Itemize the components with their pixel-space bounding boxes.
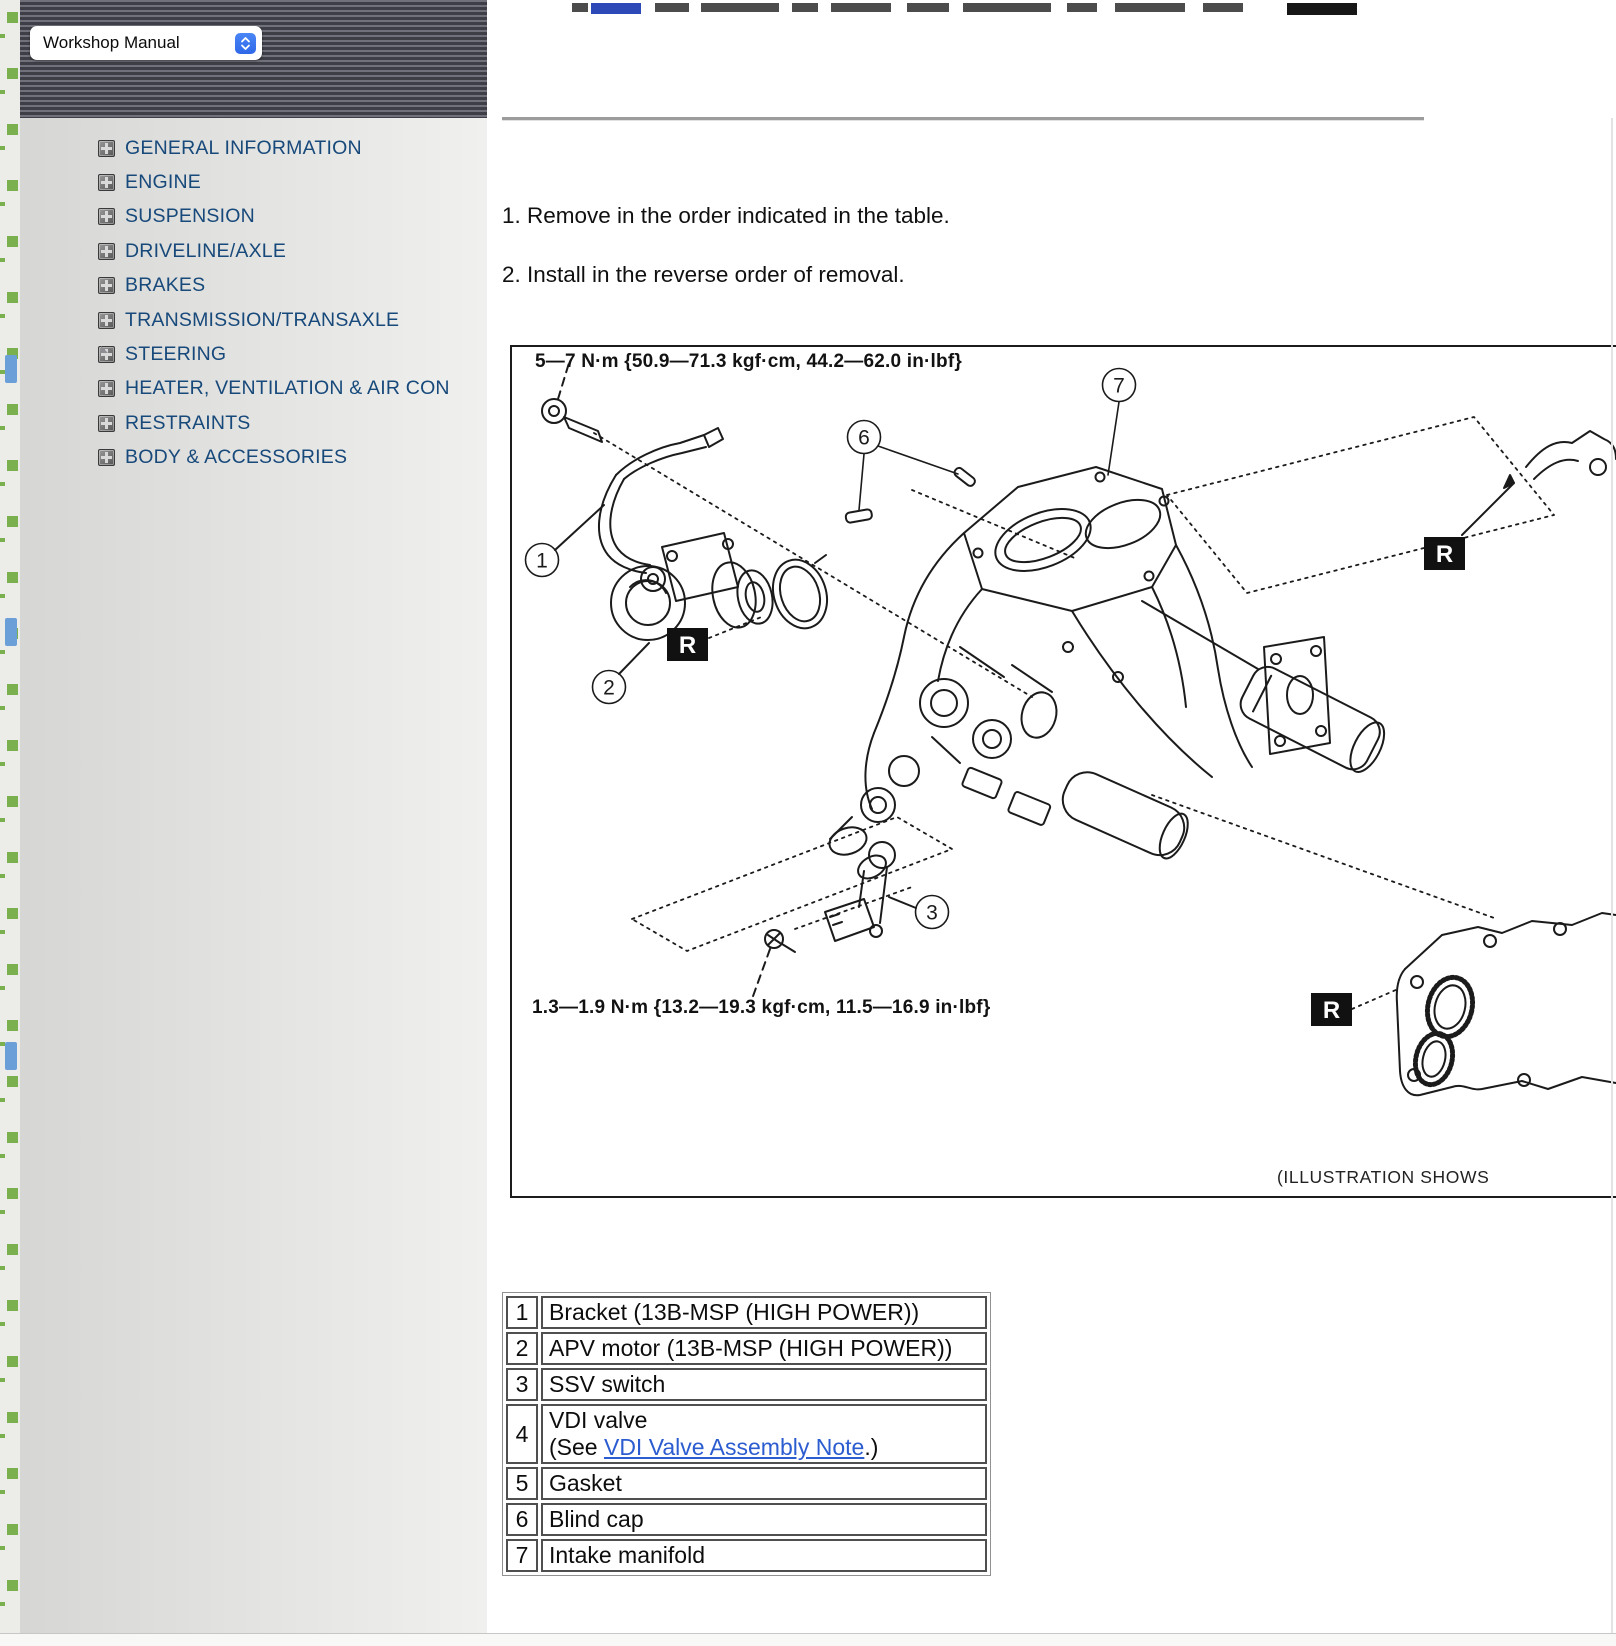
clipped-link-edge bbox=[0, 0, 21, 1646]
part-description: Blind cap bbox=[541, 1503, 987, 1536]
sidebar-item-label[interactable]: ENGINE bbox=[125, 171, 201, 194]
step-1: 1. Remove in the order indicated in the table. bbox=[502, 203, 950, 228]
sidebar-item-label[interactable]: SUSPENSION bbox=[125, 205, 255, 228]
sidebar bbox=[20, 0, 487, 1633]
clipped-link-fragment-blue bbox=[5, 1042, 17, 1070]
callout-6: 6 bbox=[858, 426, 870, 450]
expand-plus-icon[interactable] bbox=[98, 174, 115, 191]
part-description: SSV switch bbox=[541, 1368, 987, 1401]
part-description: Gasket bbox=[541, 1467, 987, 1500]
sidebar-item-label[interactable]: BRAKES bbox=[125, 274, 206, 297]
table-row bbox=[506, 1296, 987, 1329]
expand-plus-icon[interactable] bbox=[98, 140, 115, 157]
expand-plus-icon[interactable] bbox=[98, 415, 115, 432]
see-note-prefix: (See bbox=[549, 1434, 604, 1460]
torque-spec-top: 5—7 N·m {50.9—71.3 kgf·cm, 44.2—62.0 in·lbf} bbox=[535, 351, 962, 372]
expand-plus-icon[interactable] bbox=[98, 208, 115, 225]
part-number: 3 bbox=[506, 1368, 538, 1401]
part-description: Bracket (13B-MSP (HIGH POWER)) bbox=[541, 1296, 987, 1329]
reuse-mark-r: R bbox=[678, 632, 697, 659]
sidebar-item-brakes[interactable] bbox=[98, 269, 487, 303]
exploded-view-diagram bbox=[510, 345, 1616, 1198]
vdi-valve-assembly-note-link[interactable]: VDI Valve Assembly Note bbox=[603, 1434, 865, 1460]
part-description: APV motor (13B-MSP (HIGH POWER)) bbox=[541, 1332, 987, 1365]
main-content bbox=[487, 0, 1616, 1646]
part-number: 5 bbox=[506, 1467, 538, 1500]
part-number: 6 bbox=[506, 1503, 538, 1536]
sidebar-item-label[interactable]: TRANSMISSION/TRANSAXLE bbox=[125, 308, 400, 331]
expand-plus-icon[interactable] bbox=[98, 312, 115, 329]
reuse-mark-r: R bbox=[1435, 541, 1454, 568]
sidebar-item-body-accessories[interactable] bbox=[98, 441, 487, 475]
part-number: 2 bbox=[506, 1332, 538, 1365]
reuse-mark-r: R bbox=[1322, 997, 1341, 1024]
sidebar-item-driveline-axle[interactable] bbox=[98, 234, 487, 268]
manual-selector-label: Workshop Manual bbox=[43, 33, 180, 52]
clipped-link-fragment-blue bbox=[5, 355, 17, 383]
manual-selector-dropdown[interactable] bbox=[30, 26, 262, 60]
part-description: Intake manifold bbox=[541, 1539, 987, 1572]
table-row bbox=[506, 1467, 987, 1500]
clipped-link-fragment-blue bbox=[5, 618, 17, 646]
part-number: 4 bbox=[506, 1404, 538, 1464]
sidebar-item-general-information[interactable] bbox=[98, 131, 487, 165]
expand-plus-icon[interactable] bbox=[98, 449, 115, 466]
sidebar-header-stripes bbox=[20, 0, 487, 118]
sidebar-item-heater-ventilation-ac[interactable] bbox=[98, 372, 487, 406]
table-row bbox=[506, 1404, 987, 1464]
sidebar-item-label[interactable]: DRIVELINE/AXLE bbox=[125, 239, 287, 262]
dropdown-chevrons-icon bbox=[235, 33, 256, 54]
sidebar-item-label[interactable]: STEERING bbox=[125, 343, 227, 366]
part-description-line2 bbox=[549, 1434, 979, 1461]
table-row bbox=[506, 1539, 987, 1572]
sidebar-item-label[interactable]: GENERAL INFORMATION bbox=[125, 136, 362, 159]
table-row bbox=[506, 1332, 987, 1365]
sidebar-item-steering[interactable] bbox=[98, 337, 487, 371]
callout-2: 2 bbox=[603, 676, 615, 700]
sidebar-item-restraints[interactable] bbox=[98, 406, 487, 440]
callout-3: 3 bbox=[926, 901, 938, 925]
expand-plus-icon[interactable] bbox=[98, 243, 115, 260]
sidebar-item-suspension[interactable] bbox=[98, 200, 487, 234]
sidebar-nav bbox=[20, 131, 487, 475]
illustration-note: (ILLUSTRATION SHOWS bbox=[1277, 1167, 1490, 1187]
sidebar-item-engine[interactable] bbox=[98, 165, 487, 199]
clipped-heading-remnant bbox=[487, 0, 1616, 15]
callout-1: 1 bbox=[536, 549, 548, 573]
part-description-line1: VDI valve bbox=[549, 1407, 648, 1433]
callout-7: 7 bbox=[1113, 374, 1125, 398]
expand-plus-icon[interactable] bbox=[98, 380, 115, 397]
page-bottom-strip bbox=[0, 1633, 1616, 1646]
content-right-edge bbox=[1611, 118, 1613, 1633]
sidebar-item-label[interactable]: BODY & ACCESSORIES bbox=[125, 446, 348, 469]
part-description bbox=[541, 1404, 987, 1464]
parts-table bbox=[502, 1292, 991, 1576]
part-number: 7 bbox=[506, 1539, 538, 1572]
see-note-suffix: .) bbox=[864, 1434, 879, 1460]
step-2: 2. Install in the reverse order of removal. bbox=[502, 262, 905, 287]
sidebar-item-transmission-transaxle[interactable] bbox=[98, 303, 487, 337]
expand-plus-icon[interactable] bbox=[98, 277, 115, 294]
torque-spec-bottom: 1.3—1.9 N·m {13.2—19.3 kgf·cm, 11.5—16.9 in·lbf} bbox=[532, 997, 991, 1018]
partial-cursor-mark bbox=[101, 346, 108, 353]
intake-manifold-drawing bbox=[512, 347, 1616, 1196]
heading-divider bbox=[502, 117, 1424, 121]
part-number: 1 bbox=[506, 1296, 538, 1329]
sidebar-item-label[interactable]: HEATER, VENTILATION & AIR CON bbox=[125, 377, 450, 400]
sidebar-item-label[interactable]: RESTRAINTS bbox=[125, 411, 251, 434]
table-row bbox=[506, 1368, 987, 1401]
table-row bbox=[506, 1503, 987, 1536]
